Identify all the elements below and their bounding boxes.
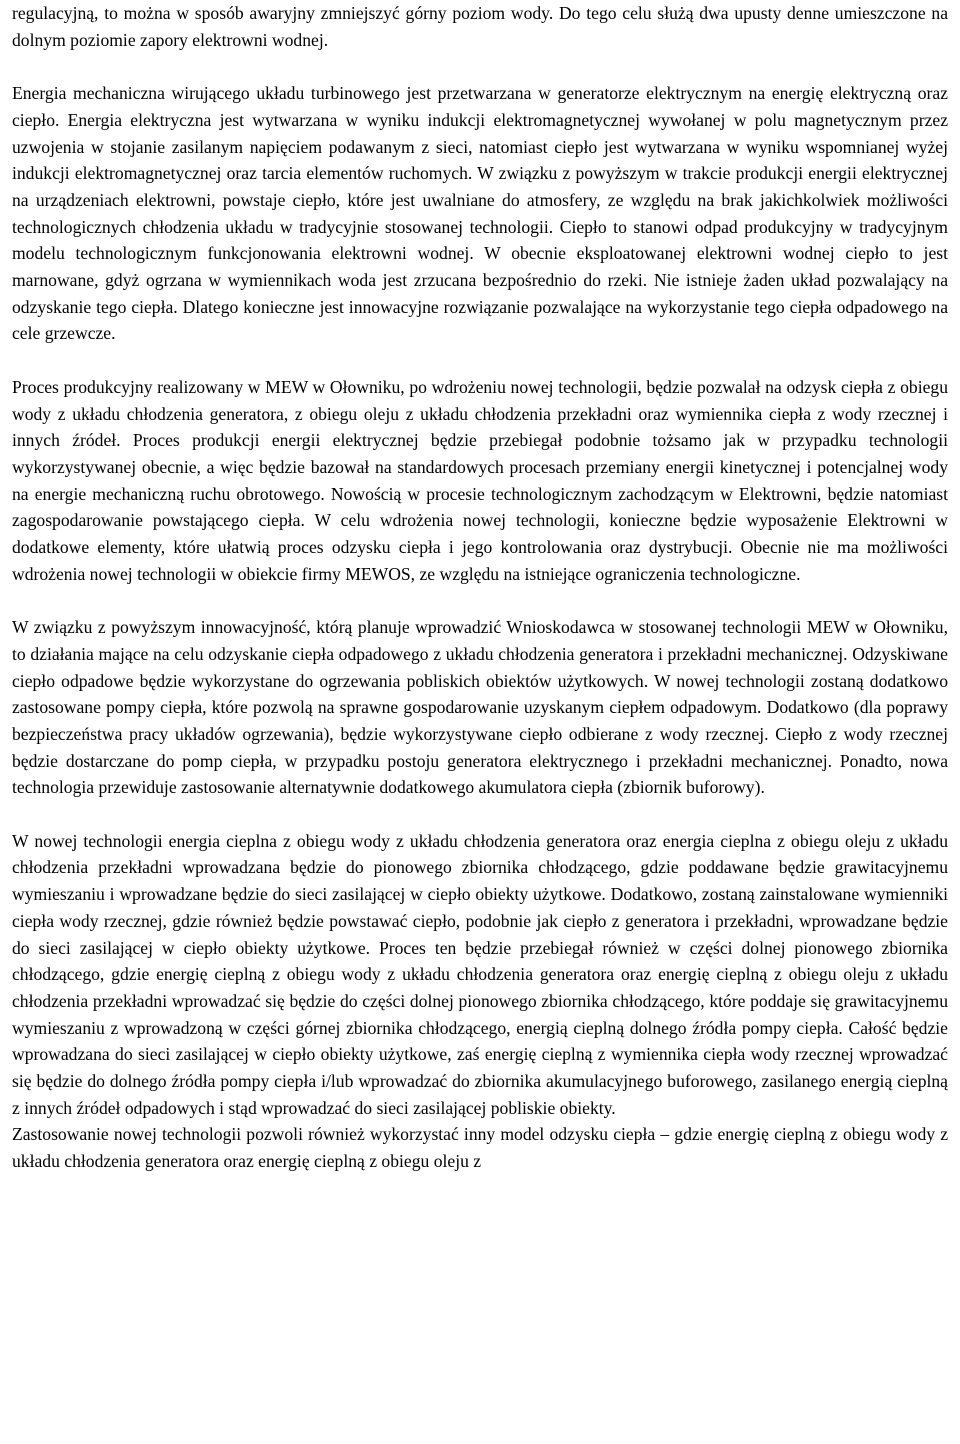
paragraph-alternative-model: Zastosowanie nowej technologii pozwoli również wykorzystać inny model odzysku ciepła – gdzie energię cieplną z obiegu wody z układu chłodzenia generatora oraz energię cieplną z obiegu oleju z (12, 1124, 948, 1172)
paragraph-heat-generation: Energia mechaniczna wirującego układu turbinowego jest przetwarzana w generatorze elektrycznym na energię elektryczną oraz ciepło. Energia elektryczna jest wytwarzana w wyniku indukcji elektromagnetycznej wywołanej w polu magnetycznym przez uzwojenia w stojanie zasilanym napięciem podawanym z sieci, natomiast ciepło jest wytwarzana w wyniku wspomnianej wyżej indukcji elektromagnetycznej oraz tarcia elementów ruchomych. W związku z powyższym w trakcie produkcji energii elektrycznej na urządzeniach elektrowni, powstaje ciepło, które jest uwalniane do atmosfery, ze względu na brak jakichkolwiek możliwości technologicznych chłodzenia układu w tradycyjnie stosowanej technologii. Ciepło to stanowi odpad produkcyjny w tradycyjnym modelu technologicznym funkcjonowania elektrowni wodnej. W obecnie eksploatowanej elektrowni wodnej ciepło to jest marnowane, gdyż ogrzana w wymiennikach woda jest zrzucana bezpośrednio do rzeki. Nie istnieje żaden układ pozwalający na odzyskanie tego ciepła. Dlatego konieczne jest innowacyjne rozwiązanie pozwalające na wykorzystanie tego ciepła odpadowego na cele grzewcze. (12, 83, 948, 344)
paragraph-spacer (12, 347, 948, 374)
paragraph-dam-spillways: regulacyjną, to można w sposób awaryjny zmniejszyć górny poziom wody. Do tego celu służą dwa upusty denne umieszczone na dolnym poziomie zapory elektrowni wodnej. (12, 3, 948, 50)
paragraph-production-process: Proces produkcyjny realizowany w MEW w Ołowniku, po wdrożeniu nowej technologii, będzie pozwalał na odzysk ciepła z obiegu wody z układu chłodzenia generatora, z obiegu oleju z układu chłodzenia przekładni oraz wymiennika ciepła z wody rzecznej i innych źródeł. Proces produkcji energii elektrycznej będzie przebiegał podobnie tożsamo jak w przypadku technologii wykorzystywanej obecnie, a więc będzie bazował na standardowych procesach przemiany energii kinetycznej i potencjalnej wody na energie mechaniczną ruchu obrotowego. Nowością w procesie technologicznym zachodzącym w Elektrowni, będzie natomiast zagospodarowanie powstającego ciepła. W celu wdrożenia nowej technologii, konieczne będzie wyposażenie Elektrowni w dodatkowe elementy, które ułatwią proces odzysku ciepła i jego kontrolowania oraz dystrybucji. Obecnie nie ma możliwości wdrożenia nowej technologii w obiekcie firmy MEWOS, ze względu na istniejące ograniczenia technologiczne. (12, 376, 948, 584)
paragraph-new-technology: W nowej technologii energia cieplna z obiegu wody z układu chłodzenia generatora oraz energia cieplna z obiegu oleju z układu chłodzenia przekładni wprowadzana będzie do pionowego zbiornika chłodzącego, gdzie poddawane będzie grawitacyjnemu wymieszaniu i wprowadzane będzie do sieci zasilającej w ciepło obiekty użytkowe. Dodatkowo, zostaną zainstalowane wymienniki ciepła wody rzecznej, gdzie również będzie powstawać ciepło, podobnie jak ciepło z generatora i przekładni, wprowadzane będzie do sieci zasilającej w ciepło obiekty użytkowe. Proces ten będzie przebiegał również w części dolnej pionowego zbiornika chłodzącego, gdzie energię cieplną z obiegu wody z układu chłodzenia generatora oraz energię cieplną z obiegu oleju z układu chłodzenia przekładni wprowadzać się będzie do części dolnej pionowego zbiornika chłodzącego, które poddaje się grawitacyjnemu wymieszaniu z wprowadzoną w części górnej zbiornika chłodzącego, energią cieplną dolnego źródła pompy ciepła. Całość będzie wprowadzana do sieci zasilającej w ciepło obiekty użytkowe, zaś energię cieplną z wymiennika ciepła wody rzecznej wprowadzać się będzie do dolnego źródła pompy ciepła i/lub wprowadzać do zbiornika akumulacyjnego buforowego, zasilanego energią cieplną z innych źródeł odpadowych i stąd wprowadzać do sieci zasilającej pobliskie obiekty. (12, 830, 948, 1118)
document-page (12, 0, 948, 1175)
paragraph-innovation: W związku z powyższym innowacyjność, którą planuje wprowadzić Wnioskodawca w stosowanej technologii MEW w Ołowniku, to działania mające na celu odzyskanie ciepła odpadowego z układu chłodzenia generatora i przekładni mechanicznej. Odzyskiwane ciepło odpadowe będzie wykorzystane do ogrzewania pobliskich obiektów użytkowych. W nowej technologii zostaną dodatkowo zastosowane pompy ciepła, które pozwolą na sprawne gospodarowanie uzyskanym ciepłem odpadowym. Dodatkowo (dla poprawy bezpieczeństwa pracy układów ogrzewania), będzie wykorzystywane ciepło odbierane z wody rzecznej. Ciepło z wody rzecznej będzie dostarczane do pomp ciepła, w przypadku postoju generatora elektrycznego i przekładni mechanicznej. Ponadto, nowa technologia przewiduje zastosowanie alternatywnie dodatkowego akumulatora ciepła (zbiornik buforowy). (12, 617, 948, 798)
paragraph-spacer (12, 587, 948, 614)
paragraph-spacer (12, 801, 948, 828)
paragraph-spacer (12, 53, 948, 80)
